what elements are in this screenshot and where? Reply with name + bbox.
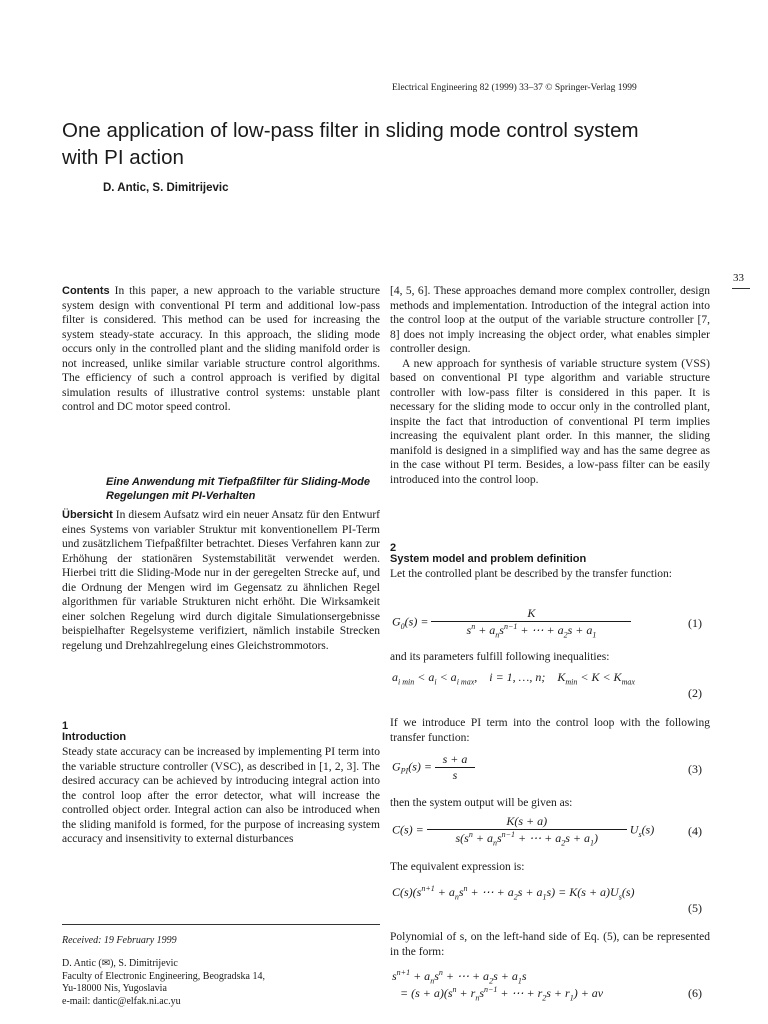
page-number: 33 (733, 272, 744, 284)
equation-2: $a_{i min} < a_i < a_{i max}$, i = 1, …, n; $K_{min} < K < K_{max}$ (2) (392, 670, 710, 701)
section2-number: 2 (390, 542, 397, 554)
abstract-lead: Contents (62, 285, 110, 297)
equation-3-number: (3) (688, 762, 702, 776)
equation-4: C(s) = $\frac{K(s + a)}{s(s^n + a_ns^{n-1} + \cdots + a_2s + a_1)}$ $U_s(s)$ (4) (392, 814, 702, 848)
page-number-rule (732, 288, 750, 289)
equation-1-number: (1) (688, 616, 702, 630)
abstract (62, 284, 380, 415)
paper-title (62, 117, 722, 171)
section1-number: 1 (62, 720, 69, 732)
german-abstract (62, 508, 380, 653)
equation-6: $s^{n+1} + a_ns^n$ + ⋯ + $a_2s + a_1s$ = $(s + a)(s^n + r_ns^{n-1}$ + ⋯ + $r_2s + r_1$) + av (6) (392, 968, 702, 1003)
equation-6-number: (6) (688, 986, 702, 1000)
section2-heading: System model and problem definition (390, 553, 587, 565)
abstract-text: In this paper, a new approach to the variable structure system design with conventional PI term and additional low-pass filter is considered. This method can be used for increasing the system steady-state accuracy. In this approach, the sliding mode occurs only in the controlled plant and the sliding manifold order is not increased, unlike similar variable structure control algorithms. The efficiency of such a control approach is verified by digital simulation results of illustrative control systems: unstable plant control and DC motor speed control. (62, 285, 380, 413)
equation-5: $C(s)(s^{n+1} + a_ns^n$ + ⋯ + $a_2s + a_1s) = K(s + a)U_s(s)$ (5) (392, 884, 710, 916)
pi-intro: If we introduce PI term into the control loop with the following transfer function: (390, 717, 710, 744)
section1-body: Steady state accuracy can be increased by implementing PI term into the variable structure controller (VSC), as described in [1, 2, 3]. The desired accuracy can be achieved by introducing integral action into the control loop after the error detector, what will increase the controlled object order. Integral action can also be introduced when the sliding manifold is formed, for the purpose of increasing system accuracy and insensitivity to external disturbances (62, 746, 380, 845)
equation-1: $G_0(s)$ = $\frac{K}{s^n + a_ns^{n-1} + \cdots + a_2s + a_1}$ (1) (392, 606, 702, 640)
title-line-2: with PI action (62, 146, 184, 169)
polynomial-intro: Polynomial of s, on the left-hand side of Eq. (5), can be represented in the form: (390, 931, 710, 958)
section1-heading: Introduction (62, 731, 127, 743)
equation-4-number: (4) (688, 824, 702, 838)
affiliation: D. Antic (✉), S. Dimitrijevic Faculty of Electronic Engineering, Beogradska 14, Yu-18000 Nis, Yugoslavia e-mail: dantic@elfak.ni.ac.yu (62, 958, 380, 1008)
received-date: Received: 19 February 1999 (62, 935, 177, 946)
journal-citation: Electrical Engineering 82 (1999) 33–37 © Springer-Verlag 1999 (392, 83, 637, 93)
german-title: Eine Anwendung mit Tiefpaßfilter für Sliding-Mode Regelungen mit PI-Verhalten (106, 476, 370, 502)
footnote-rule (62, 924, 380, 925)
german-lead: Übersicht (62, 509, 113, 521)
output-intro: then the system output will be given as: (390, 797, 573, 809)
email-link[interactable]: e-mail: dantic@elfak.ni.ac.yu (62, 995, 181, 1007)
authors: D. Antic, S. Dimitrijevic (103, 182, 229, 194)
equivalent-intro: The equivalent expression is: (390, 861, 525, 873)
inequality-intro: and its parameters fulfill following inequalities: (390, 651, 610, 663)
section2-intro: Let the controlled plant be described by the transfer function: (390, 568, 672, 580)
equation-2-number: (2) (688, 686, 702, 701)
title-line-1: One application of low-pass filter in sliding mode control system (62, 119, 639, 142)
equation-3: $G_{PI}(s)$ = $\frac{s + a}{s}$ (3) (392, 752, 702, 782)
right-column-intro: [4, 5, 6]. These approaches demand more complex controller, design methods and implementation. Introduction of the integral action into the control loop at the output of the variable structure controller [7, 8] does not imply increasing the object order, what enables simpler controller design. A new approach for synthesis of variable structure system (VSS) based on conventional PI type algorithm and variable structure controller with low-pass filter is considered in this paper. It is necessary for the sliding mode to occur only in the controlled plant, inspite the fact that introduction of conventional PI term implies increasing the equivalent plant order. In this manner, the sliding manifold is designed in a simplified way and has the same degree as in the case without PI term. Besides, a low-pass filter can be easily introduced into the control loop. (390, 285, 710, 486)
equation-5-number: (5) (688, 901, 702, 916)
german-text: In diesem Aufsatz wird ein neuer Ansatz für den Entwurf eines Systems von variabler Struktur mit konventionellem PI-Term und zusätzlichem Tiefpaßfilter betrachtet. Dieses Verfahren kann zur Erhöhung der stationären Systemstabilität verwendet werden. Hierbei tritt die Sliding-Mode nur in der geregelten Strecke auf, und die Ordnung der Mengen wird im Gegensatz zu ähnlichen Regel algorithmen für variable Strukturen nicht erhöht. Die Wirksamkeit einer solchen Regelung wird durch digitale Simulationsergebnisse beispielhafter Regelsysteme verifiziert, nämlich instabile Strecken regelung und Drehzahlregelung eines Gleichstrommotors. (62, 509, 380, 652)
